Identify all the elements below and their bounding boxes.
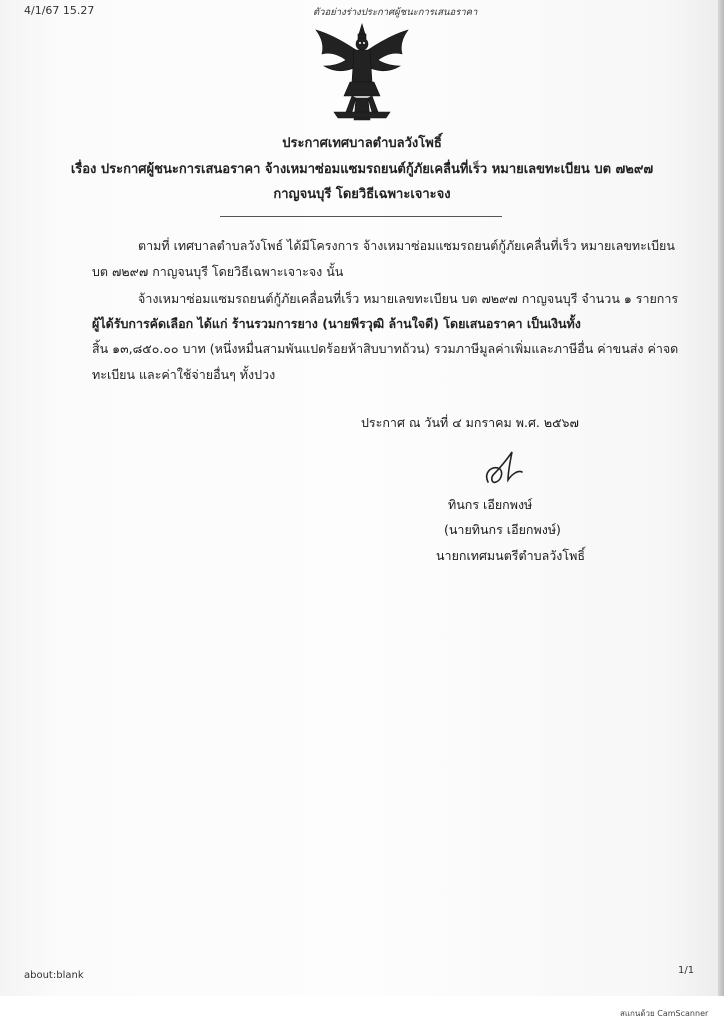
garuda-emblem-icon	[310, 20, 414, 126]
print-timestamp: 4/1/67 15.27	[24, 4, 95, 17]
body-paragraph-1-line-1: ตามที่ เทศบาลตำบลวังโพธ์ ได้มีโครงการ จ้างเหมาซ่อมแซมรถยนต์กู้ภัยเคลื่นที่เร็ว หมายเลขทะเบียน	[138, 238, 675, 253]
print-footer-page: 1/1	[678, 965, 695, 976]
body-paragraph-2-line-4: ทะเบียน และค่าใช้จ่ายอื่นๆ ทั้งปวง	[92, 367, 276, 382]
body-paragraph-1-line-2: บต ๗๒๙๗ กาญจนบุรี โดยวิธีเฉพาะเจาะจง นั้น	[92, 264, 344, 279]
signatory-full-name: (นายทินกร เอียกพงษ์)	[444, 522, 561, 537]
signatory-position: นายกเทศมนตรีตำบลวังโพธิ์	[436, 548, 585, 563]
doc-subject-line: เรื่อง ประกาศผู้ชนะการเสนอราคา จ้างเหมาซ่อมแซมรถยนต์กู้ภัยเคลื่นที่เร็ว หมายเลขทะเบียน บต ๗๒๙๗	[70, 162, 654, 177]
scan-bottom-margin	[0, 996, 724, 1024]
body-paragraph-2-line-1: จ้างเหมาซ่อมแซมรถยนต์กู้ภัยเคลื่อนที่เร็ว หมายเลขทะเบียน บต ๗๒๙๗ กาญจนบุรี จำนวน ๑ รายการ	[138, 291, 679, 306]
doc-subject-line-cont: กาญจนบุรี โดยวิธีเฉพาะเจาะจง	[273, 187, 451, 202]
title-divider	[220, 216, 502, 217]
body-paragraph-2-line-2: ผู้ได้รับการคัดเลือก ได้แก่ ร้านรวมการยาง (นายพีรวุฒิ ล้านใจดี) โดยเสนอราคา เป็นเงินทั้ง	[92, 316, 581, 331]
print-doc-label: ตัวอย่างร่างประกาศผู้ชนะการเสนอราคา	[313, 7, 478, 18]
scanner-watermark: สแกนด้วย CamScanner	[620, 1009, 709, 1018]
announcement-date: ประกาศ ณ วันที่ ๔ มกราคม พ.ศ. ๒๕๖๗	[361, 415, 579, 430]
body-paragraph-2-line-3: สิ้น ๑๓,๘๕๐.๐๐ บาท (หนึ่งหมื่นสามพันแปดร้อยห้าสิบบาทถ้วน) รวมภาษีมูลค่าเพิ่มและภาษีอื่น ค่าขนส่ง ค่าจด	[92, 341, 679, 356]
print-footer-url: about:blank	[24, 970, 84, 981]
signatory-name: ทินกร เอียกพงษ์	[448, 497, 533, 512]
signature-mark	[478, 448, 538, 488]
doc-title-organization: ประกาศเทศบาลตำบลวังโพธิ์	[282, 136, 442, 151]
